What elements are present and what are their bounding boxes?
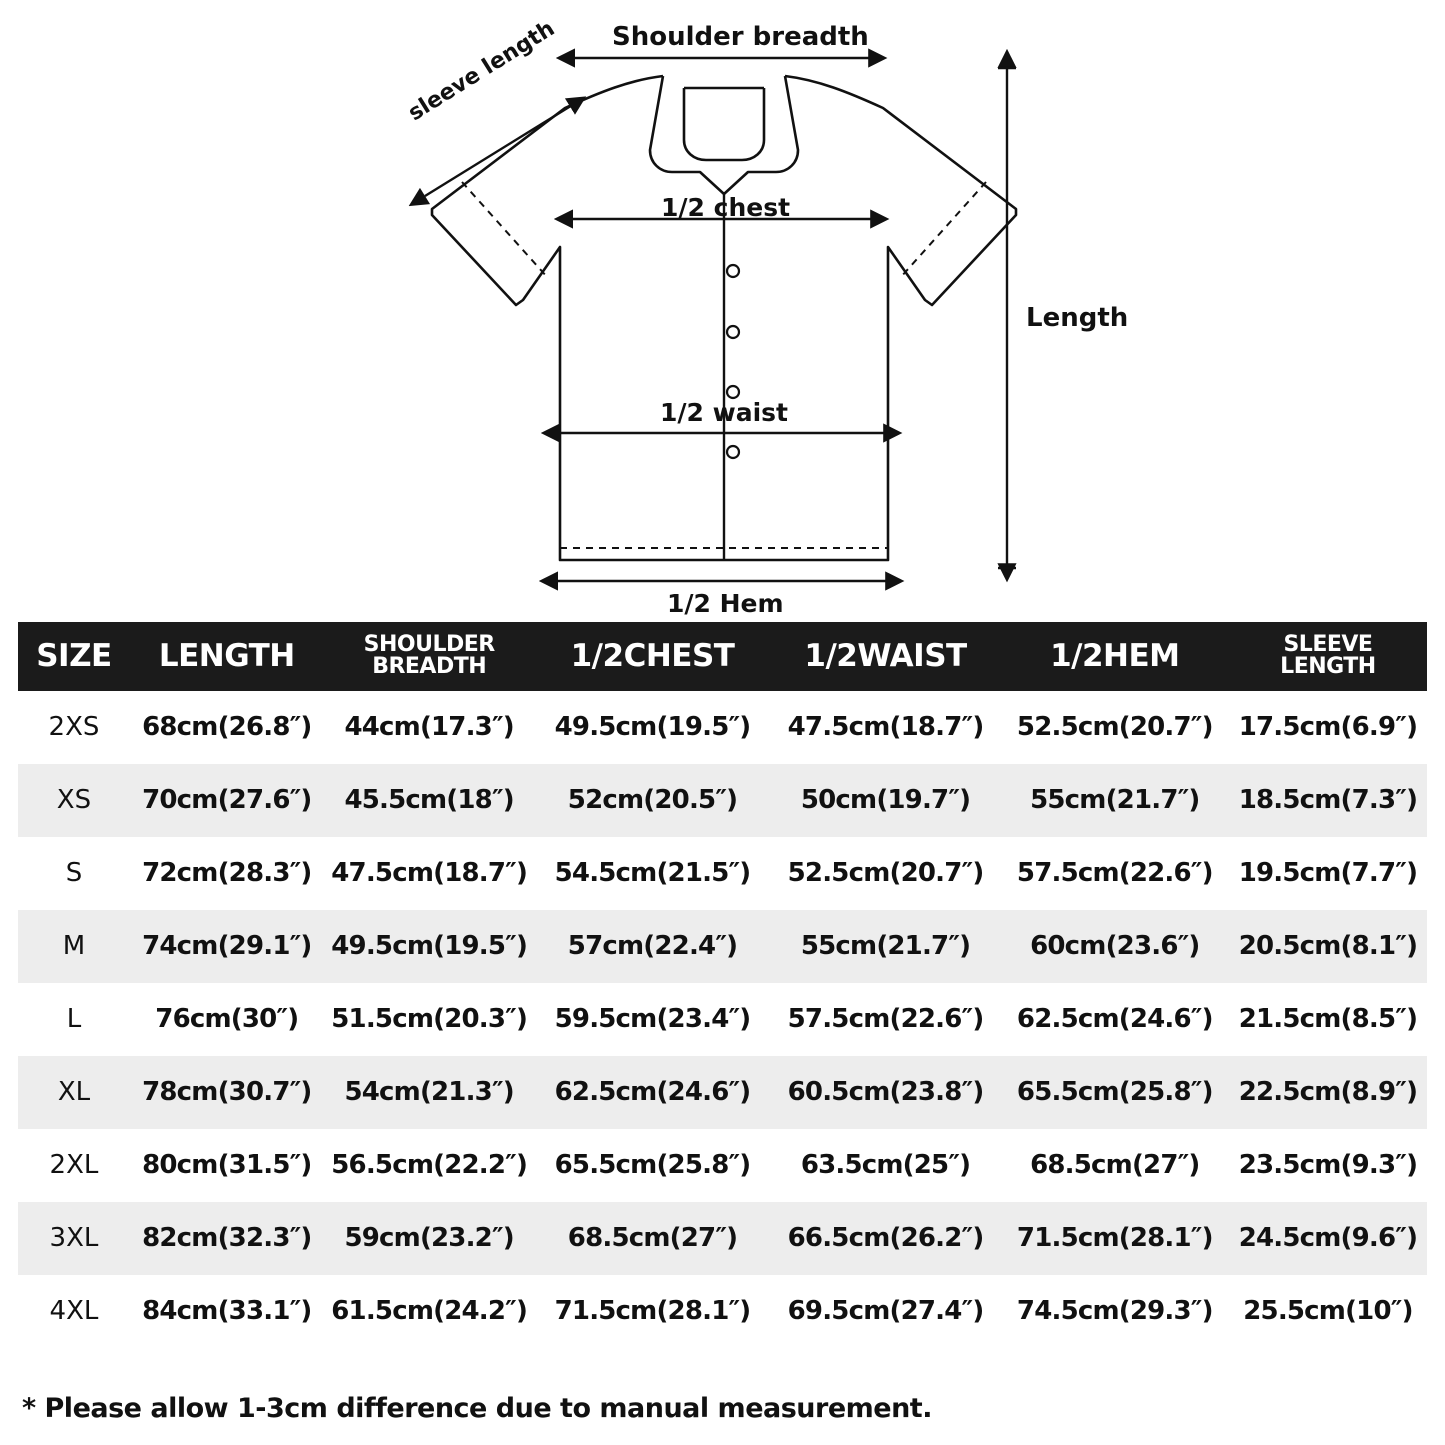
cell-size: S <box>18 837 130 910</box>
cell-chest: 71.5cm(28.1″) <box>535 1275 771 1348</box>
column-header-half-waist: 1/2WAIST <box>770 622 1000 691</box>
cell-length: 84cm(33.1″) <box>130 1275 324 1348</box>
measurement-disclaimer: * Please allow 1-3cm difference due to manual measurement. <box>22 1393 932 1424</box>
table-row <box>18 1129 1427 1202</box>
label-shoulder-breadth: Shoulder breadth <box>612 22 869 52</box>
cell-sleeve: 17.5cm(6.9″) <box>1229 691 1427 764</box>
cell-chest: 65.5cm(25.8″) <box>535 1129 771 1202</box>
table-row <box>18 837 1427 910</box>
cell-hem: 74.5cm(29.3″) <box>1001 1275 1229 1348</box>
label-half-chest: 1/2 chest <box>661 193 791 222</box>
cell-waist: 50cm(19.7″) <box>770 764 1000 837</box>
cell-waist: 52.5cm(20.7″) <box>770 837 1000 910</box>
cell-waist: 47.5cm(18.7″) <box>770 691 1000 764</box>
cell-size: 2XL <box>18 1129 130 1202</box>
cell-length: 70cm(27.6″) <box>130 764 324 837</box>
cell-length: 78cm(30.7″) <box>130 1056 324 1129</box>
column-header-size: SIZE <box>18 622 130 691</box>
cell-size: 2XS <box>18 691 130 764</box>
shirt-technical-drawing <box>0 0 1445 620</box>
cell-shoulder: 51.5cm(20.3″) <box>324 983 535 1056</box>
cell-hem: 68.5cm(27″) <box>1001 1129 1229 1202</box>
cell-shoulder: 45.5cm(18″) <box>324 764 535 837</box>
cell-waist: 60.5cm(23.8″) <box>770 1056 1000 1129</box>
table-row <box>18 1275 1427 1348</box>
table-row <box>18 764 1427 837</box>
cell-sleeve: 21.5cm(8.5″) <box>1229 983 1427 1056</box>
label-length: Length <box>1026 303 1129 333</box>
table-row <box>18 691 1427 764</box>
cell-sleeve: 18.5cm(7.3″) <box>1229 764 1427 837</box>
label-sleeve-length: sleeve length <box>404 16 560 127</box>
cell-hem: 57.5cm(22.6″) <box>1001 837 1229 910</box>
column-header-sleeve-line1: SLEEVE <box>1283 632 1373 657</box>
front-placket <box>700 192 724 560</box>
table-header-row <box>18 622 1427 691</box>
camp-collar <box>650 76 798 194</box>
cell-shoulder: 47.5cm(18.7″) <box>324 837 535 910</box>
cell-length: 80cm(31.5″) <box>130 1129 324 1202</box>
cell-sleeve: 25.5cm(10″) <box>1229 1275 1427 1348</box>
cell-shoulder: 61.5cm(24.2″) <box>324 1275 535 1348</box>
cell-chest: 59.5cm(23.4″) <box>535 983 771 1056</box>
cell-chest: 57cm(22.4″) <box>535 910 771 983</box>
cell-shoulder: 44cm(17.3″) <box>324 691 535 764</box>
cell-hem: 55cm(21.7″) <box>1001 764 1229 837</box>
column-header-length: LENGTH <box>130 622 324 691</box>
cell-hem: 52.5cm(20.7″) <box>1001 691 1229 764</box>
table-row <box>18 910 1427 983</box>
cell-sleeve: 23.5cm(9.3″) <box>1229 1129 1427 1202</box>
cell-size: XL <box>18 1056 130 1129</box>
cell-chest: 68.5cm(27″) <box>535 1202 771 1275</box>
cell-shoulder: 59cm(23.2″) <box>324 1202 535 1275</box>
cell-size: L <box>18 983 130 1056</box>
table-header <box>18 622 1427 691</box>
cell-chest: 49.5cm(19.5″) <box>535 691 771 764</box>
cell-length: 68cm(26.8″) <box>130 691 324 764</box>
cell-length: 76cm(30″) <box>130 983 324 1056</box>
column-header-shoulder-breadth <box>324 622 535 691</box>
cell-size: 4XL <box>18 1275 130 1348</box>
column-header-sleeve-length <box>1229 622 1427 691</box>
cell-chest: 62.5cm(24.6″) <box>535 1056 771 1129</box>
sleeve-length-arrow <box>425 104 574 196</box>
cell-hem: 71.5cm(28.1″) <box>1001 1202 1229 1275</box>
table-row <box>18 983 1427 1056</box>
cell-waist: 57.5cm(22.6″) <box>770 983 1000 1056</box>
cell-waist: 55cm(21.7″) <box>770 910 1000 983</box>
cell-hem: 60cm(23.6″) <box>1001 910 1229 983</box>
cell-sleeve: 20.5cm(8.1″) <box>1229 910 1427 983</box>
cell-sleeve: 22.5cm(8.9″) <box>1229 1056 1427 1129</box>
label-half-waist: 1/2 waist <box>660 398 788 427</box>
table-body <box>18 691 1427 1348</box>
label-half-hem: 1/2 Hem <box>667 589 784 618</box>
cell-chest: 54.5cm(21.5″) <box>535 837 771 910</box>
cell-sleeve: 24.5cm(9.6″) <box>1229 1202 1427 1275</box>
cell-waist: 63.5cm(25″) <box>770 1129 1000 1202</box>
table-row <box>18 1202 1427 1275</box>
cell-size: M <box>18 910 130 983</box>
garment-measurement-diagram <box>0 0 1445 620</box>
column-header-half-hem: 1/2HEM <box>1001 622 1229 691</box>
cell-chest: 52cm(20.5″) <box>535 764 771 837</box>
cell-length: 74cm(29.1″) <box>130 910 324 983</box>
cell-shoulder: 49.5cm(19.5″) <box>324 910 535 983</box>
cell-hem: 65.5cm(25.8″) <box>1001 1056 1229 1129</box>
table-row <box>18 1056 1427 1129</box>
column-header-shoulder-line2: BREADTH <box>372 654 487 680</box>
cell-length: 82cm(32.3″) <box>130 1202 324 1275</box>
column-header-sleeve-line2: LENGTH <box>1280 654 1376 680</box>
cell-shoulder: 54cm(21.3″) <box>324 1056 535 1129</box>
dimension-lines <box>425 58 1016 581</box>
cell-length: 72cm(28.3″) <box>130 837 324 910</box>
cell-size: 3XL <box>18 1202 130 1275</box>
cell-waist: 69.5cm(27.4″) <box>770 1275 1000 1348</box>
size-chart-table <box>18 622 1427 1348</box>
cell-waist: 66.5cm(26.2″) <box>770 1202 1000 1275</box>
cell-hem: 62.5cm(24.6″) <box>1001 983 1229 1056</box>
column-header-half-chest: 1/2CHEST <box>535 622 771 691</box>
button-group <box>727 265 739 458</box>
cell-sleeve: 19.5cm(7.7″) <box>1229 837 1427 910</box>
column-header-shoulder-line1: SHOULDER <box>363 632 495 657</box>
cell-size: XS <box>18 764 130 837</box>
cell-shoulder: 56.5cm(22.2″) <box>324 1129 535 1202</box>
